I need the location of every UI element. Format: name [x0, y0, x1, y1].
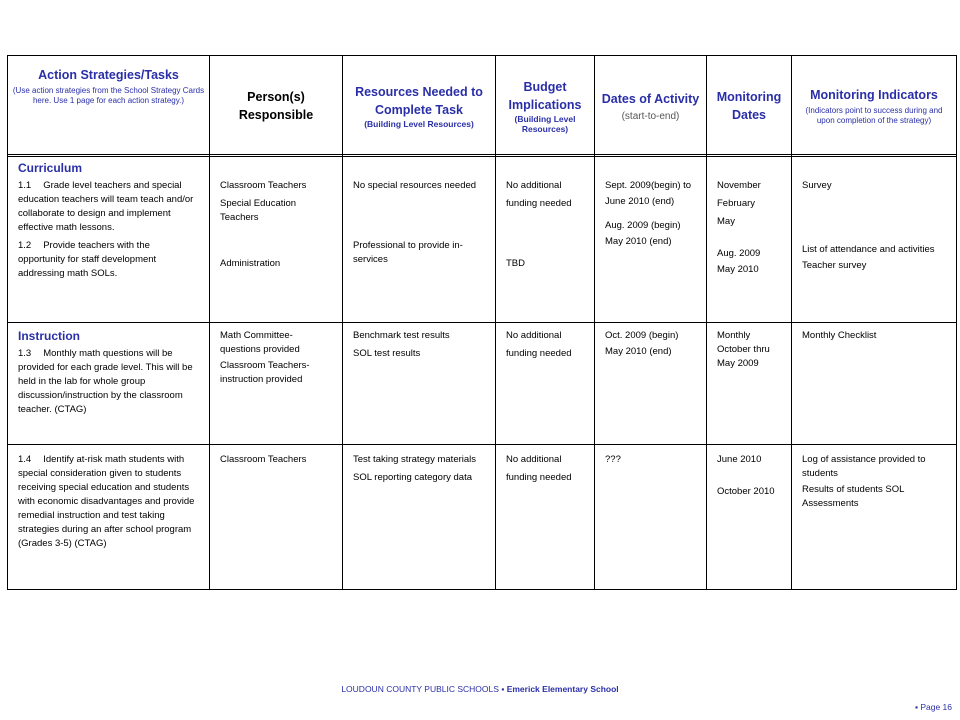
- task-item: [18, 453, 199, 551]
- task-text: Identify at-risk math students with special consideration given to students receiving special education and students with economic disadvantages and provide remedial instruction and test taking strategies during an after school program (Grades 3-5) (CTAG): [18, 454, 195, 549]
- dates-cell: [595, 445, 707, 590]
- task-cell: [8, 445, 210, 590]
- indicators-cell: [792, 155, 957, 323]
- budget-text: funding needed: [506, 472, 572, 483]
- header-resources-note: (Building Level Resources): [364, 119, 474, 129]
- person-text: Special Education Teachers: [220, 198, 297, 223]
- table-row: [8, 155, 957, 323]
- persons-cell: [210, 323, 343, 445]
- task-number: 1.4: [18, 454, 32, 465]
- monitoring-date: Monthly October thru May 2009: [717, 330, 770, 369]
- budget-text: No additional: [506, 180, 562, 191]
- header-action-strategies: [8, 56, 210, 157]
- date-text: June 2010 (end): [605, 196, 675, 207]
- monitoring-date: October 2010: [717, 486, 775, 497]
- task-cell: [8, 323, 210, 445]
- task-cell: [8, 155, 210, 323]
- monitoring-dates-cell: [707, 445, 792, 590]
- indicators-cell: [792, 323, 957, 445]
- budget-cell: [496, 323, 595, 445]
- monitoring-date: May: [717, 216, 735, 227]
- header-monitoring-indicators: [792, 56, 957, 157]
- date-text: ???: [605, 454, 621, 465]
- dates-cell: [595, 155, 707, 323]
- header-indicators-note: (Indicators point to success during and upon completion of the strategy): [805, 106, 943, 125]
- section-title: Curriculum: [18, 161, 83, 175]
- budget-cell: [496, 445, 595, 590]
- dates-cell: [595, 323, 707, 445]
- budget-text: funding needed: [506, 198, 572, 209]
- page-footer: [0, 684, 960, 694]
- task-number: 1.2: [18, 240, 32, 251]
- resources-cell: [343, 155, 496, 323]
- budget-text: No additional: [506, 454, 562, 465]
- indicator-text: List of attendance and activities: [802, 244, 935, 255]
- monitoring-dates-cell: [707, 155, 792, 323]
- resource-text: Benchmark test results: [353, 330, 450, 341]
- indicator-text: Monthly Checklist: [802, 330, 877, 341]
- page-number: ▪ Page 16: [914, 702, 952, 712]
- resource-text: Professional to provide in-services: [353, 240, 463, 265]
- header-persons-responsible: [210, 56, 343, 157]
- person-text: Administration: [220, 258, 281, 269]
- header-row: [8, 56, 957, 157]
- footer-district: LOUDOUN COUNTY PUBLIC SCHOOLS: [341, 684, 499, 694]
- header-dates-title: Dates of Activity: [601, 92, 700, 106]
- header-budget-note: (Building Level Resources): [514, 114, 576, 134]
- task-number: 1.3: [18, 348, 32, 359]
- header-resources-title: Resources Needed to Complete Task: [355, 85, 483, 117]
- indicator-text: Log of assistance provided to students: [802, 454, 926, 479]
- task-text: Monthly math questions will be provided for each grade level. This will be held in the lab for whole group discussion/instruction by the classroom teacher. (CTAG): [18, 348, 193, 415]
- budget-text: TBD: [506, 258, 525, 269]
- resource-text: SOL test results: [353, 348, 421, 359]
- date-text: Sept. 2009(begin) to: [605, 180, 692, 191]
- header-monitoring-dates: [707, 56, 792, 157]
- date-text: Aug. 2009 (begin): [605, 220, 681, 231]
- header-monitoring-dates-title: Monitoring Dates: [716, 90, 782, 122]
- task-number: 1.1: [18, 180, 32, 191]
- indicator-text: Results of students SOL Assessments: [802, 484, 905, 509]
- header-persons-title: Person(s) Responsible: [238, 90, 314, 122]
- monitoring-dates-cell: [707, 323, 792, 445]
- footer-school: Emerick Elementary School: [506, 684, 619, 694]
- person-text: Classroom Teachers- instruction provided: [220, 360, 310, 385]
- section-title: Instruction: [18, 329, 80, 343]
- footer-bullet: ▪: [501, 684, 505, 694]
- indicators-cell: [792, 445, 957, 590]
- action-plan-table: [7, 154, 957, 590]
- table-row: [8, 445, 957, 590]
- budget-text: No additional: [506, 330, 562, 341]
- header-budget-title: Budget Implications: [508, 80, 582, 112]
- task-item: [18, 347, 199, 417]
- resource-text: Test taking strategy materials: [353, 454, 477, 465]
- indicator-text: Teacher survey: [802, 260, 867, 271]
- header-dates-of-activity: [595, 56, 707, 157]
- header-budget-implications: [496, 56, 595, 157]
- header-action-strategies-title: Action Strategies/Tasks: [38, 68, 179, 82]
- resources-cell: [343, 323, 496, 445]
- header-indicators-title: Monitoring Indicators: [810, 88, 938, 102]
- task-text: Grade level teachers and special education teachers will team teach and/or collaborate to design and implement effective math lessons.: [18, 180, 194, 233]
- persons-cell: [210, 445, 343, 590]
- date-text: Oct. 2009 (begin): [605, 330, 679, 341]
- budget-text: funding needed: [506, 348, 572, 359]
- monitoring-date: November: [717, 180, 761, 191]
- monitoring-date: June 2010: [717, 454, 762, 465]
- resource-text: SOL reporting category data: [353, 472, 472, 483]
- budget-cell: [496, 155, 595, 323]
- monitoring-date: Aug. 2009: [717, 248, 761, 259]
- task-item: [18, 239, 199, 281]
- resources-cell: [343, 445, 496, 590]
- header-resources-needed: [343, 56, 496, 157]
- resource-text: No special resources needed: [353, 180, 477, 191]
- person-text: Classroom Teachers: [220, 454, 307, 465]
- monitoring-date: May 2010: [717, 264, 759, 275]
- date-text: May 2010 (end): [605, 236, 672, 247]
- indicator-text: Survey: [802, 180, 832, 191]
- person-text: Classroom Teachers: [220, 180, 307, 191]
- header-action-strategies-note: (Use action strategies from the School Strategy Cards here. Use 1 page for each action strategy.): [12, 86, 205, 105]
- table-row: [8, 323, 957, 445]
- task-item: [18, 179, 199, 235]
- person-text: Math Committee- questions provided: [220, 330, 300, 355]
- persons-cell: [210, 155, 343, 323]
- date-text: May 2010 (end): [605, 346, 672, 357]
- task-text: Provide teachers with the opportunity for staff development addressing math SOLs.: [18, 240, 157, 279]
- header-dates-note: (start-to-end): [621, 111, 680, 122]
- header-table: [7, 55, 957, 157]
- monitoring-date: February: [717, 198, 756, 209]
